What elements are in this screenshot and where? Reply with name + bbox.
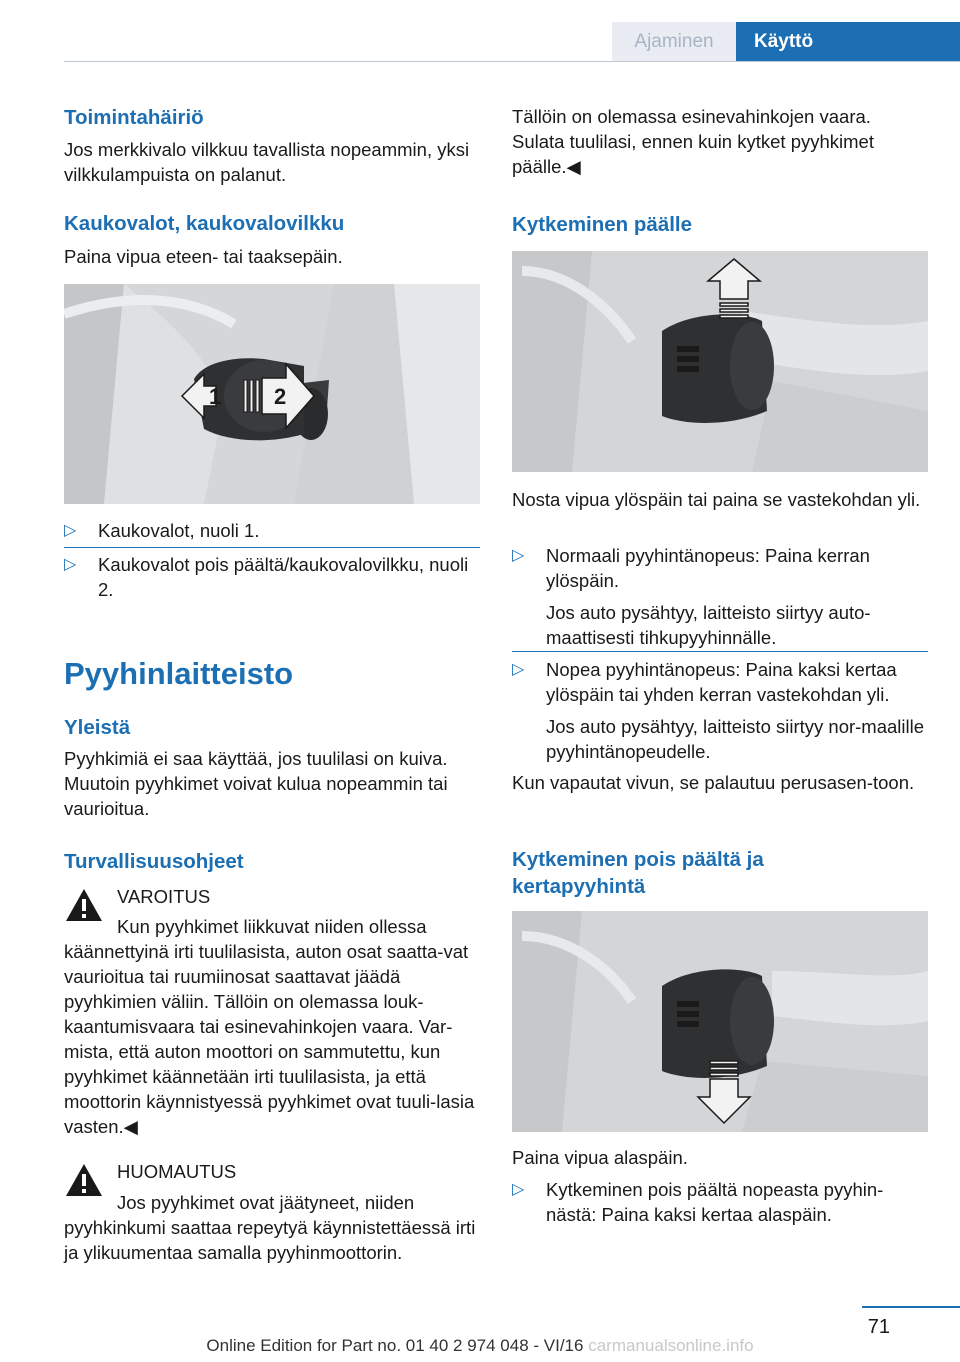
- on-text: Nosta vipua ylöspäin tai paina se vastekohdan yli.: [512, 489, 921, 510]
- list-item: ▷ Normaali pyyhintänopeus: Paina kerran ylöspäin. Jos auto pysähtyy, laitteisto siirtyy auto-maattisesti tihkupyyhinnälle.: [512, 543, 928, 650]
- bullet-triangle-icon: ▷: [512, 547, 525, 564]
- notice-warning-icon: [64, 1162, 104, 1198]
- footer-watermark: carmanualsonline.info: [588, 1336, 754, 1355]
- general-text: Pyyhkimiä ei saa käyttää, jos tuulilasi on kuiva. Muutoin pyyhkimet voivat kulua nopeammin tai vaurioitua.: [64, 748, 448, 819]
- highbeam-bullet-list-2: [64, 552, 480, 602]
- off-bullet-list: [512, 1177, 928, 1227]
- header-chapter-tab: Käyttö: [736, 22, 960, 62]
- header-rule: [64, 61, 960, 62]
- bullet-divider: [64, 547, 480, 548]
- wiper-off-image: [512, 911, 928, 1132]
- bullet-divider: [512, 651, 928, 652]
- malfunction-heading: Toimintahäiriö: [64, 106, 204, 129]
- bullet-triangle-icon: ▷: [64, 522, 77, 539]
- intro-text: Tällöin on olemassa esinevahinkojen vaara. Sulata tuulilasi, ennen kuin kytket pyyhkimet päälle.◀: [512, 106, 874, 177]
- on-bullet-list: [512, 543, 928, 650]
- malfunction-text: Jos merkkivalo vilkkuu tavallista nopeammin, yksi vilkkulampuista on palanut.: [64, 139, 470, 185]
- highbeam-heading: Kaukovalot, kaukovalovilkku: [64, 212, 345, 235]
- list-item-note: Jos auto pysähtyy, laitteisto siirtyy auto-maattisesti tihkupyyhinnälle.: [546, 602, 871, 648]
- footer-rule: [862, 1306, 960, 1308]
- wipers-heading: Pyyhinlaitteisto: [64, 656, 294, 691]
- safety-heading: Turvallisuusohjeet: [64, 850, 244, 873]
- highbeam-lever-illustration: [64, 284, 480, 504]
- notice-label: HUOMAUTUS: [117, 1161, 237, 1182]
- list-item: ▷ Kaukovalot, nuoli 1.: [64, 520, 260, 541]
- notice-text: pyyhkinkumi saattaa repeytyä käynnistettäessä irti ja ylikuumentaa samalla pyyhinmoottorin.: [64, 1217, 476, 1263]
- notice-text-first: Jos pyyhkimet ovat jäätyneet, niiden: [117, 1192, 415, 1213]
- arrow-1-label: 1: [209, 384, 222, 409]
- footer-edition: [0, 1336, 960, 1356]
- release-text: Kun vapautat vivun, se palautuu perusasen-toon.: [512, 772, 915, 793]
- off-text: Paina vipua alaspäin.: [512, 1147, 688, 1168]
- page-number: 71: [867, 1316, 890, 1338]
- warning-icon: [64, 887, 104, 923]
- highbeam-lever-image: [64, 284, 480, 504]
- on-heading: Kytkeminen päälle: [512, 213, 693, 236]
- arrow-2-label: 2: [274, 384, 287, 409]
- header-section-tab: Ajaminen: [612, 22, 736, 62]
- bullet-triangle-icon: ▷: [512, 661, 525, 678]
- warning-text-first: Kun pyyhkimet liikkuvat niiden ollessa: [117, 916, 427, 937]
- off-heading: Kytkeminen pois päältä ja kertapyyhintä: [512, 848, 764, 898]
- bullet-triangle-icon: ▷: [64, 556, 77, 573]
- bullet-triangle-icon: ▷: [512, 1181, 525, 1198]
- wiper-off-illustration: [512, 911, 928, 1132]
- warning-label: VAROITUS: [117, 886, 211, 907]
- general-heading: Yleistä: [64, 716, 131, 739]
- highbeam-bullet-list: [64, 518, 480, 543]
- on-bullet-list-2: [512, 657, 928, 764]
- list-item: ▷ Kytkeminen pois päältä nopeasta pyyhin-nästä: Paina kaksi kertaa alaspäin.: [512, 1179, 884, 1225]
- list-item: ▷ Nopea pyyhintänopeus: Paina kaksi kertaa ylöspäin tai yhden kerran vastekohdan yli. Jos auto pysähtyy, laitteisto siirtyy nor-maalille pyyhintänopeudelle.: [512, 657, 928, 764]
- list-item-note: Jos auto pysähtyy, laitteisto siirtyy nor-maalille pyyhintänopeudelle.: [546, 716, 925, 762]
- list-item: ▷ Kaukovalot pois päältä/kaukovalovilkku, nuoli 2.: [64, 554, 469, 600]
- wiper-on-illustration: [512, 251, 928, 472]
- footer-edition-text: Online Edition for Part no. 01 40 2 974 048 - VI/16: [206, 1336, 584, 1355]
- highbeam-text: Paina vipua eteen- tai taaksepäin.: [64, 246, 343, 267]
- warning-text: käännettyinä irti tuulilasista, auton osat saatta-vat vaurioitua tai ruumiinosat saattavat jäädä pyyhkimien väliin. Tällöin on olemassa louk-kaantumisvaara tai esinevahinkojen vaara. Var-mista, että auton moottori on sammutettu, kun pyyhkimet käännetään irti tuulilasista, ja että moottorin käynnistyessä pyyhkimet ovat tuuli-lasia vasten.◀: [64, 941, 475, 1137]
- wiper-on-image: [512, 251, 928, 472]
